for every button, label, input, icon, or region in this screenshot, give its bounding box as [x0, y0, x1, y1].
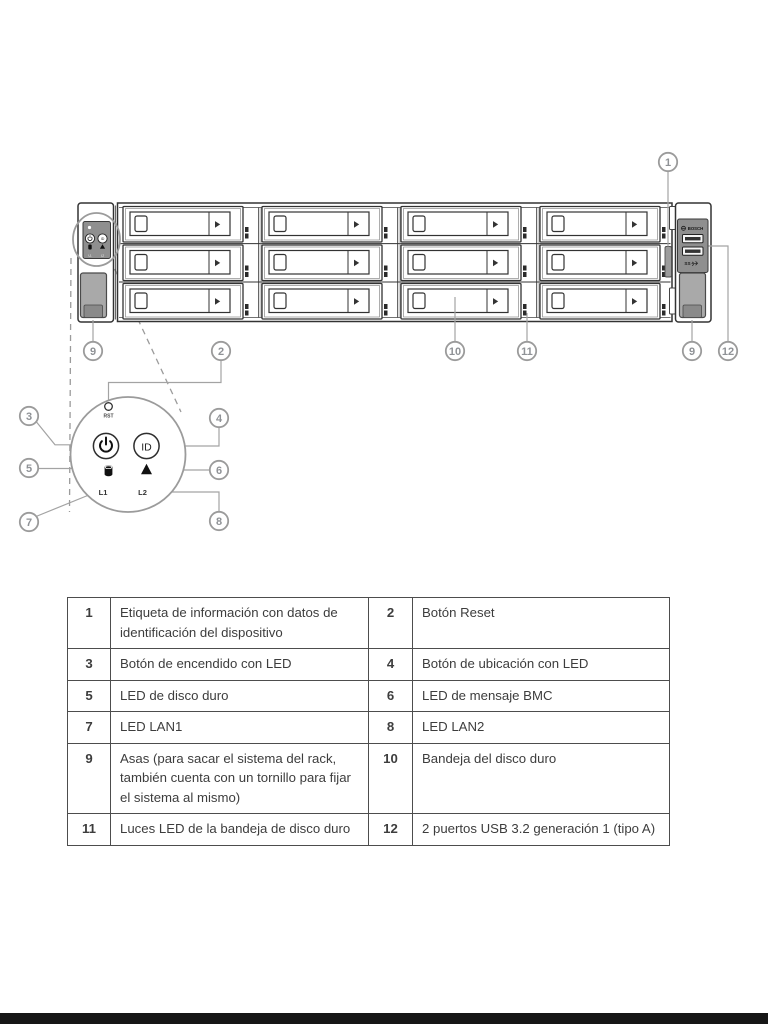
- lan2-led-label-mini: L2: [100, 253, 105, 258]
- right-handle: [680, 273, 706, 318]
- legend-row: [68, 598, 670, 649]
- svg-text:9: 9: [688, 346, 696, 358]
- svg-text:5: 5: [25, 463, 33, 475]
- svg-text:12: 12: [721, 346, 735, 358]
- legend-row: [68, 712, 670, 744]
- callout-3: [20, 407, 38, 425]
- legend-num: 1: [68, 598, 111, 649]
- svg-text:2: 2: [217, 346, 225, 358]
- legend-desc: Etiqueta de información con datos de identificación del dispositivo: [111, 598, 369, 649]
- page-bottom-bar: [0, 1013, 768, 1024]
- drive-tray: [401, 245, 527, 281]
- legend-row: [68, 680, 670, 712]
- legend-num: 2: [369, 598, 413, 649]
- callout-9-right: [683, 342, 701, 360]
- svg-text:4: 4: [215, 413, 223, 425]
- drive-tray: [123, 207, 249, 243]
- callout-6: [210, 461, 228, 479]
- svg-text:3: 3: [25, 411, 33, 423]
- legend-desc: LED de mensaje BMC: [413, 680, 670, 712]
- left-handle: [81, 273, 107, 318]
- bosch-logo-text: BOSCH: [687, 226, 704, 232]
- info-label-slot: [665, 247, 672, 278]
- lan1-led-label-mini: L1: [88, 253, 92, 258]
- left-end-cap: [73, 203, 120, 322]
- callout-7: [20, 513, 38, 531]
- svg-text:7: 7: [25, 517, 33, 529]
- svg-text:1: 1: [664, 157, 672, 169]
- callout-12: [719, 342, 737, 360]
- reset-button-label: RST: [103, 413, 114, 420]
- lan1-led-label: L1: [98, 488, 108, 497]
- legend-desc: Asas (para sacar el sistema del rack, también cuenta con un tornillo para fijar el sistema al mismo): [111, 743, 369, 814]
- legend-desc: Botón Reset: [413, 598, 670, 649]
- drive-tray: [262, 207, 388, 243]
- svg-text:6: 6: [215, 465, 223, 477]
- legend-desc: LED de disco duro: [111, 680, 369, 712]
- legend-num: 11: [68, 814, 111, 846]
- power-button-mini: [85, 234, 94, 243]
- callout-5: [20, 459, 38, 477]
- legend-desc: LED LAN2: [413, 712, 670, 744]
- svg-text:10: 10: [448, 346, 462, 358]
- reset-pinhole-mini: [88, 226, 91, 229]
- drive-tray: [123, 245, 249, 281]
- usb-port-2: [683, 247, 704, 255]
- svg-text:8: 8: [215, 516, 223, 528]
- legend-desc: 2 puertos USB 3.2 generación 1 (tipo A): [413, 814, 670, 846]
- legend-desc: LED LAN1: [111, 712, 369, 744]
- callout-1: [659, 153, 677, 171]
- drive-tray: [401, 207, 527, 243]
- legend-desc: Luces LED de la bandeja de disco duro: [111, 814, 369, 846]
- server-front-view: [73, 203, 711, 322]
- drive-tray: [262, 284, 388, 320]
- legend-num: 12: [369, 814, 413, 846]
- legend-row: [68, 814, 670, 846]
- svg-text:9: 9: [89, 346, 97, 358]
- hdd-cylinder-icon: [105, 465, 113, 476]
- legend-num: 6: [369, 680, 413, 712]
- legend-num: 5: [68, 680, 111, 712]
- drive-tray: [540, 245, 666, 281]
- legend-num: 10: [369, 743, 413, 814]
- control-panel-mini: [83, 222, 111, 259]
- legend-table: [67, 597, 670, 846]
- id-button-label: ID: [141, 441, 152, 454]
- drive-tray: [540, 207, 666, 243]
- legend-desc: Botón de ubicación con LED: [413, 649, 670, 681]
- svg-text:11: 11: [521, 346, 533, 358]
- detail-zoom-circle: [71, 397, 186, 512]
- drive-tray: [540, 284, 666, 320]
- usb-port-1: [683, 235, 704, 243]
- drive-tray: [262, 245, 388, 281]
- legend-num: 4: [369, 649, 413, 681]
- id-button-label-mini: ID: [100, 237, 105, 241]
- lan2-led-label: L2: [138, 488, 147, 497]
- usb-brand-panel: [678, 219, 709, 273]
- legend-num: 3: [68, 649, 111, 681]
- reset-button: [105, 403, 113, 411]
- legend-num: 7: [68, 712, 111, 744]
- hdd-cylinder-icon: [88, 245, 91, 250]
- callout-2: [212, 342, 230, 360]
- legend-desc: Botón de encendido con LED: [111, 649, 369, 681]
- legend-num: 8: [369, 712, 413, 744]
- legend-desc: Bandeja del disco duro: [413, 743, 670, 814]
- legend-row: [68, 649, 670, 681]
- svg-text:SS: SS: [684, 261, 691, 266]
- drive-tray: [123, 284, 249, 320]
- right-end-cap: [670, 203, 712, 322]
- callout-4: [210, 409, 228, 427]
- drive-tray: [401, 284, 527, 320]
- callout-9-left: [84, 342, 102, 360]
- callout-10: [446, 342, 464, 360]
- callout-8: [210, 512, 228, 530]
- legend-num: 9: [68, 743, 111, 814]
- callout-11: [518, 342, 536, 360]
- legend-row: [68, 743, 670, 814]
